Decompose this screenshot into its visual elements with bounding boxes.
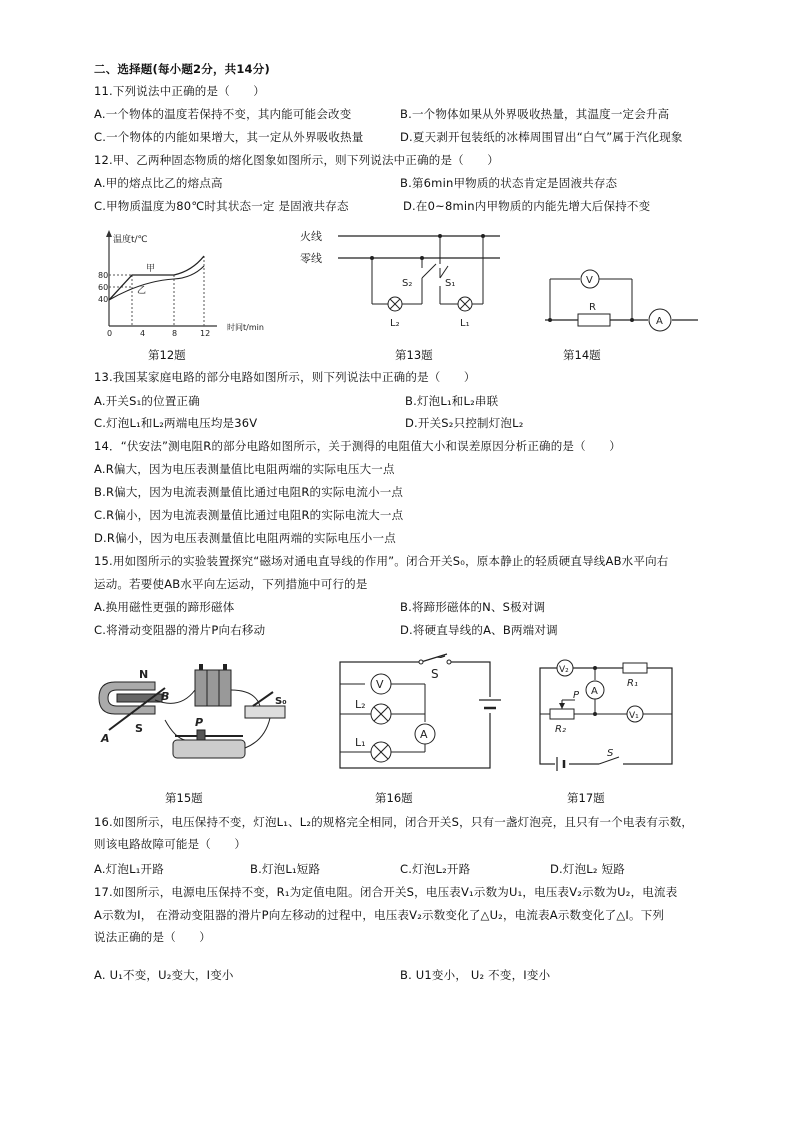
- fig14-ammeter-label: A: [656, 316, 663, 327]
- fig12-ytick-80: 80: [98, 271, 109, 280]
- fig15-b-label: B: [161, 690, 170, 703]
- fig12-y-label: 温度t/℃: [113, 235, 148, 245]
- q16-option-d: D.灯泡L₂ 短路: [550, 862, 625, 876]
- fig12-series-b-label: 乙: [137, 286, 147, 296]
- q15-stem-line1: 15.用如图所示的实验装置探究“磁场对通电直导线的作用”。闭合开关S₀，原本静止的轻质硬直导线AB水平向右: [94, 554, 669, 568]
- q17-stem-line1: 17.如图所示，电源电压保持不变，R₁为定值电阻。闭合开关S，电压表V₁示数为U₁，电压表V₂示数为U₂，电流表: [94, 885, 678, 899]
- q14-option-b: B.R偏大，因为电流表测量值比通过电阻R的实际电流小一点: [94, 485, 404, 499]
- fig12-melting-graph: [92, 226, 262, 341]
- fig17-circuit: [535, 658, 680, 773]
- caption-fig16: 第16题: [375, 791, 413, 805]
- fig13-switch-s2: [422, 264, 436, 278]
- fig13-l1-label: L₁: [460, 318, 470, 329]
- q13-stem: 13.我国某家庭电路的部分电路如图所示，则下列说法中正确的是（ ）: [94, 370, 476, 384]
- q14-option-d: D.R偏小，因为电压表测量值比电阻两端的实际电压小一点: [94, 531, 396, 545]
- caption-fig17: 第17题: [567, 791, 605, 805]
- fig17-p-label: P: [573, 690, 580, 701]
- fig15-s0-label: S₀: [275, 696, 287, 707]
- q16-option-a: A.灯泡L₁开路: [94, 862, 164, 876]
- caption-fig12: 第12题: [148, 348, 186, 362]
- fig16-l1-label: L₁: [355, 736, 366, 749]
- fig13-l2-label: L₂: [390, 318, 400, 329]
- fig12-ytick-40: 40: [98, 295, 109, 304]
- fig17-r1-label: R₁: [627, 678, 638, 689]
- fig13-switch-s1: [440, 266, 448, 278]
- q16-option-c: C.灯泡L₂开路: [400, 862, 471, 876]
- fig16-circuit: [335, 652, 495, 772]
- fig12-ytick-60: 60: [98, 283, 109, 292]
- fig14-resistor-label: R: [589, 302, 596, 313]
- fig12-xtick-4: 4: [140, 329, 146, 338]
- fig17-ammeter-label: A: [591, 686, 598, 697]
- fig12-curve-b: [109, 266, 204, 300]
- q17-stem-line2: A示数为I， 在滑动变阻器的滑片P向左移动的过程中，电压表V₂示数变化了△U₂，电流表A示数变化了△I。下列: [94, 908, 665, 922]
- q14-stem: 14．“伏安法”测电阻R的部分电路如图所示，关于测得的电阻值大小和误差原因分析正确的是（ ）: [94, 439, 621, 453]
- fig17-r2-label: R₂: [555, 724, 566, 735]
- q11-option-a: A.一个物体的温度若保持不变，其内能可能会改变: [94, 107, 352, 121]
- q17-option-b: B. U1变小， U₂ 不变，I变小: [400, 968, 551, 982]
- fig12-xtick-0: 0: [107, 329, 113, 338]
- fig15-rheostat: [173, 740, 245, 758]
- q17-option-a: A. U₁不变，U₂变大，I变小: [94, 968, 234, 982]
- fig15-p-label: P: [195, 716, 204, 729]
- q15-option-c: C.将滑动变阻器的滑片P向右移动: [94, 623, 266, 637]
- q11-option-c: C.一个物体的内能如果增大，其一定从外界吸收热量: [94, 130, 364, 144]
- q12-option-b: B.第6min甲物质的状态肯定是固液共存态: [400, 176, 618, 190]
- caption-fig13: 第13题: [395, 348, 433, 362]
- fig13-s1-label: S₁: [445, 278, 456, 289]
- q16-stem-line2: 则该电路故障可能是（ ）: [94, 837, 247, 851]
- fig17-rheostat-r2: [550, 709, 574, 719]
- q12-stem: 12.甲、乙两种固态物质的熔化图象如图所示，则下列说法中正确的是（ ）: [94, 153, 499, 167]
- fig13-s2-label: S₂: [402, 278, 413, 289]
- fig15-n-label: N: [139, 668, 149, 681]
- q15-option-d: D.将硬直导线的A、B两端对调: [400, 623, 558, 637]
- q15-option-a: A.换用磁性更强的蹄形磁体: [94, 600, 235, 614]
- fig15-magnet-apparatus: [95, 660, 295, 775]
- fig17-s-label: S: [607, 748, 614, 759]
- fig12-curve-a: [109, 256, 204, 300]
- fig16-voltmeter-label: V: [376, 678, 384, 691]
- fig14-voltmeter-label: V: [586, 275, 593, 286]
- fig17-v1-label: V₁: [629, 711, 639, 721]
- fig15-battery: [195, 670, 231, 706]
- q13-option-a: A.开关S₁的位置正确: [94, 394, 200, 408]
- fig13-live-label: 火线: [300, 230, 322, 243]
- fig12-xtick-8: 8: [172, 329, 178, 338]
- fig12-xtick-12: 12: [200, 329, 211, 338]
- caption-fig15: 第15题: [165, 791, 203, 805]
- q13-option-c: C.灯泡L₁和L₂两端电压均是36V: [94, 416, 258, 430]
- section-title: 二、选择题(每小题2分，共14分): [94, 62, 270, 76]
- q11-option-d: D.夏天剥开包装纸的冰棒周围冒出“白气”属于汽化现象: [400, 130, 683, 144]
- q13-option-d: D.开关S₂只控制灯泡L₂: [405, 416, 524, 430]
- q15-stem-line2: 运动。若要使AB水平向左运动，下列措施中可行的是: [94, 577, 368, 591]
- fig16-ammeter-label: A: [420, 728, 428, 741]
- fig14-voltammetry-circuit: [540, 265, 700, 345]
- fig12-series-a-label: 甲: [146, 264, 156, 274]
- fig15-a-label: A: [101, 732, 110, 745]
- q12-option-d: D.在0~8min内甲物质的内能先增大后保持不变: [403, 199, 651, 213]
- q13-option-b: B.灯泡L₁和L₂串联: [405, 394, 499, 408]
- caption-fig14: 第14题: [563, 348, 601, 362]
- fig17-resistor-r1: [623, 663, 647, 673]
- fig16-switch-label: S: [431, 667, 439, 681]
- q17-stem-line3: 说法正确的是（ ）: [94, 930, 211, 944]
- fig15-switch-s0: [245, 706, 285, 718]
- fig13-neutral-label: 零线: [300, 252, 322, 265]
- fig15-s-label: S: [135, 722, 143, 735]
- fig16-l2-label: L₂: [355, 698, 366, 711]
- fig14-resistor: [578, 314, 610, 326]
- q11-option-b: B.一个物体如果从外界吸收热量，其温度一定会升高: [400, 107, 670, 121]
- fig13-household-circuit: [300, 226, 510, 336]
- q16-option-b: B.灯泡L₁短路: [250, 862, 321, 876]
- q12-option-a: A.甲的熔点比乙的熔点高: [94, 176, 223, 190]
- q12-option-c: C.甲物质温度为80℃时其状态一定 是固液共存态: [94, 199, 349, 213]
- q14-option-a: A.R偏大，因为电压表测量值比电阻两端的实际电压大一点: [94, 462, 395, 476]
- q16-stem-line1: 16.如图所示，电压保持不变，灯泡L₁、L₂的规格完全相同，闭合开关S，只有一盏灯泡亮，且只有一个电表有示数，: [94, 815, 694, 829]
- fig17-v2-label: V₂: [559, 665, 569, 675]
- q15-option-b: B.将蹄形磁体的N、S极对调: [400, 600, 546, 614]
- q14-option-c: C.R偏小，因为电流表测量值比通过电阻R的实际电流大一点: [94, 508, 404, 522]
- fig12-x-label: 时间t/min: [227, 323, 264, 332]
- q11-stem: 11.下列说法中正确的是（ ）: [94, 84, 265, 98]
